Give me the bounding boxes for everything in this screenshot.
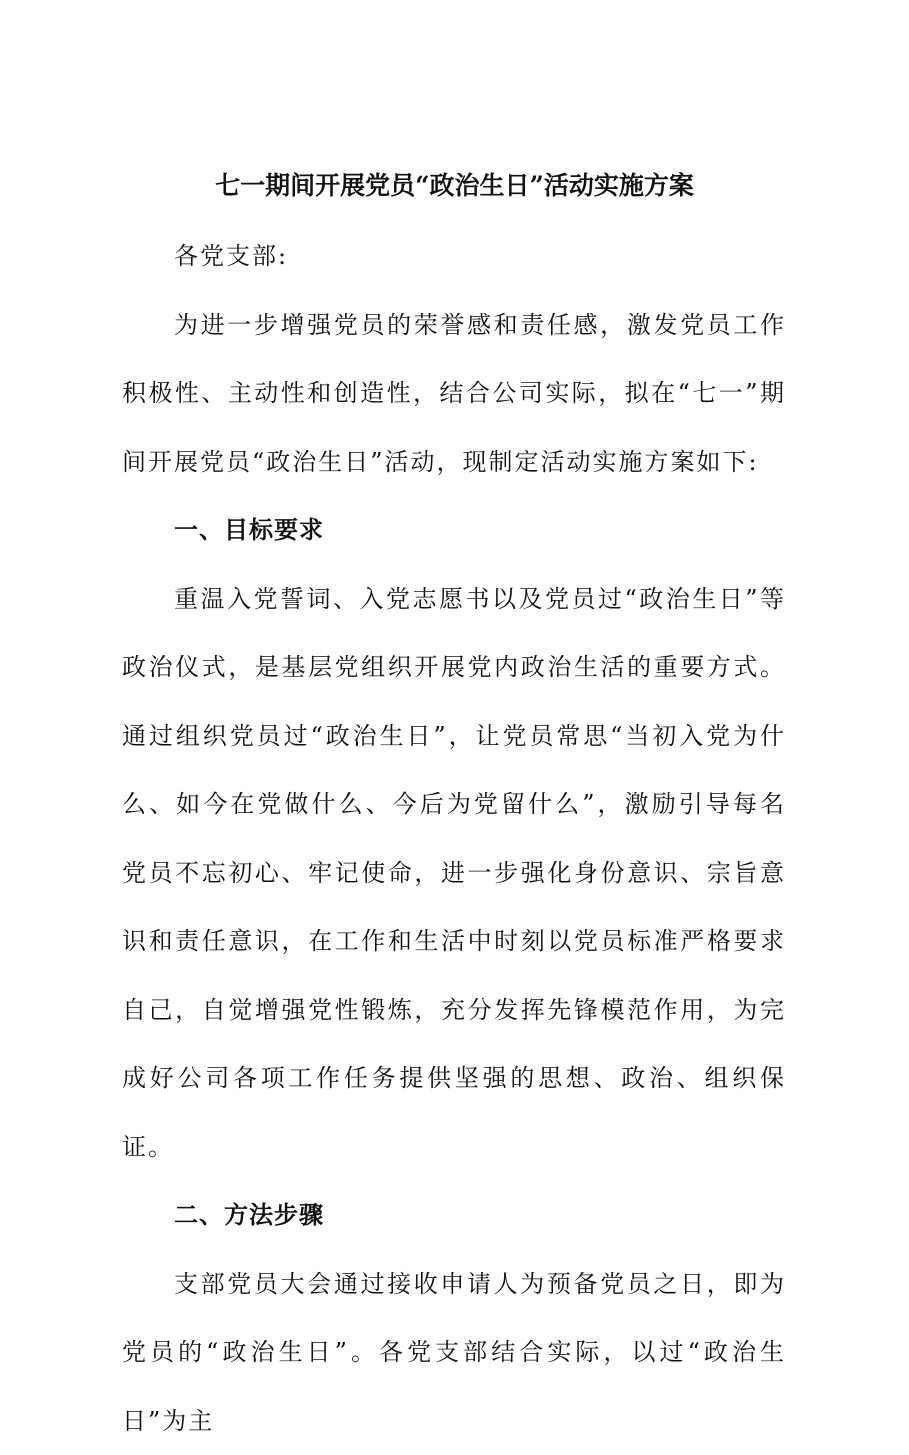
section-body-goals: 重温入党誓词、入党志愿书以及党员过“政治生日”等政治仪式，是基层党组织开展党内政治生活的重要方式。通过组织党员过“政治生日”，让党员常思“当初入党为什么、如今在党做什么、今后为党留什么”，激励引导每名党员不忘初心、牢记使命，进一步强化身份意识、宗旨意识和责任意识，在工作和生活中时刻以党员标准严格要求自己，自觉增强党性锻炼，充分发挥先锋模范作用，为完成好公司各项工作任务提供坚强的思想、政治、组织保证。 — [122, 565, 786, 1182]
section-body-steps: 支部党员大会通过接收申请人为预备党员之日，即为党员的“政治生日”。各党支部结合实际，以过“政治生日”为主 — [122, 1250, 786, 1455]
document-title: 七一期间开展党员“政治生日”活动实施方案 — [0, 166, 909, 206]
salutation: 各党支部: — [122, 222, 786, 291]
section-heading-steps: 二、方法步骤 — [122, 1181, 786, 1250]
document-body — [122, 222, 786, 1455]
section-heading-goals: 一、目标要求 — [122, 496, 786, 565]
intro-paragraph: 为进一步增强党员的荣誉感和责任感，激发党员工作积极性、主动性和创造性，结合公司实际，拟在“七一”期间开展党员“政治生日”活动，现制定活动实施方案如下: — [122, 291, 786, 497]
